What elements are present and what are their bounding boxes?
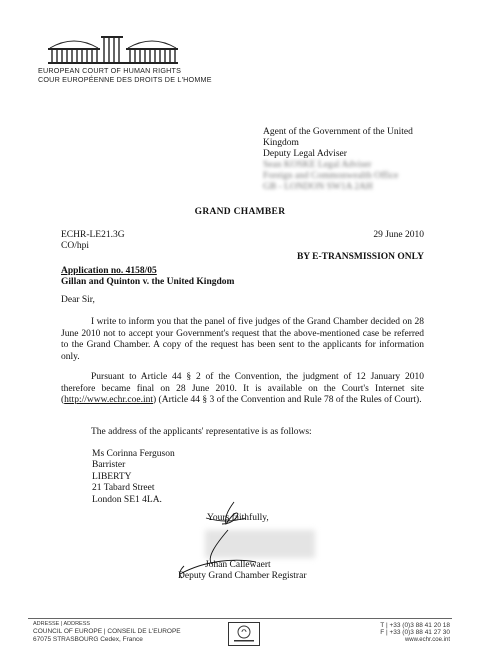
body-paragraph: The address of the applicants' representative is as follows: (91, 427, 312, 437)
recipient-line: Agent of the Government of the United (263, 127, 413, 137)
court-name-english: EUROPEAN COURT OF HUMAN RIGHTS (38, 66, 182, 75)
court-building-icon (38, 28, 188, 66)
footer-address-label: ADRESSE | ADDRESS (33, 621, 91, 627)
reference-code: ECHR-LE21.3G (61, 230, 125, 240)
paragraph-text: ) (Article 44 § 3 of the Convention and Rule 78 of the Rules of Court). (153, 395, 422, 406)
recipient-address (263, 127, 413, 193)
footer-organisation: COUNCIL OF EUROPE | CONSEIL DE L'EUROPE (33, 628, 181, 635)
recipient-line: Deputy Legal Adviser (263, 149, 347, 159)
redacted-line: Sean KOSKE Legal Adviser (263, 160, 372, 170)
reference-initials: CO/hpi (61, 241, 89, 251)
court-website-link[interactable]: http://www.echr.coe.int (64, 395, 153, 406)
footer-phone: T | +33 (0)3 88 41 20 18 (380, 622, 450, 629)
body-paragraph (61, 372, 424, 407)
transmission-note: BY E-TRANSMISSION ONLY (296, 252, 424, 262)
handwritten-signature (176, 500, 326, 590)
rep-line: Ms Corinna Ferguson (92, 449, 175, 459)
signer-name: Johan Callewaert (205, 560, 271, 570)
court-name-french: COUR EUROPÉENNE DES DROITS DE L'HOMME (38, 75, 212, 84)
footer-divider (28, 618, 452, 619)
closing: Yours faithfully, (207, 513, 269, 523)
body-paragraph: I write to inform you that the panel of five judges of the Grand Chamber decided on 28 June 2010 not to accept your Government's request that the above-mentioned case be referred to the Grand Chamber. A copy of the request has been sent to the applicants for information only. (61, 317, 424, 362)
redacted-line: GB - LONDON SW1A 2AH (263, 182, 373, 192)
signer-position: Deputy Grand Chamber Registrar (178, 571, 307, 581)
representative-address (92, 449, 175, 506)
footer-fax: F | +33 (0)3 88 41 27 30 (380, 629, 450, 636)
paragraph-text: Pursuant to Article 44 § 2 of the Convention, the judgment of 12 January 2010 therefore became final on 28 June 2010. It is available on the Court's Internet site ( (61, 372, 424, 406)
redacted-line: Foreign and Commonwealth Office (263, 171, 399, 181)
rep-line: 21 Tabard Street (92, 483, 155, 494)
council-of-europe-icon (228, 622, 260, 646)
rep-line: London SE1 4LA. (92, 494, 162, 505)
rep-line: Barrister (92, 460, 126, 471)
recipient-line: Kingdom (263, 138, 299, 148)
footer-city: 67075 STRASBOURG Cedex, France (33, 636, 143, 643)
letter-date: 29 June 2010 (373, 230, 424, 240)
salutation: Dear Sir, (61, 295, 95, 305)
footer-website[interactable]: www.echr.coe.int (404, 637, 450, 643)
chamber-heading: GRAND CHAMBER (194, 207, 286, 217)
case-title: Gillan and Quinton v. the United Kingdom (61, 277, 235, 287)
rep-line: LIBERTY (92, 471, 132, 482)
application-number: Application no. 4158/05 (61, 266, 157, 276)
